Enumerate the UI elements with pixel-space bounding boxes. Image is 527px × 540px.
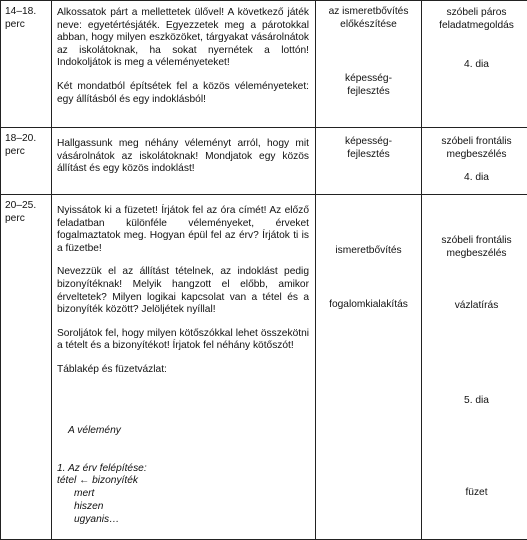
goal-text: ismeretbővítés (316, 245, 421, 258)
activity-cell (52, 1, 316, 128)
method-cell (422, 128, 527, 195)
time-label: 18–20. perc (1, 128, 51, 158)
activity-paragraph: Alkossatok párt a mellettetek ülővel! A következő játék neve: egyetértésjáték. Egyezzetek meg a párotokkal abban, hogy milyen eszközöket, tárgyakat vásárolnátok az iskolátoknak, ha sokat nyernétek a lottón! Indokoljátok is meg a véleményeteket! (57, 7, 309, 70)
time-label: 20–25. perc (1, 195, 51, 225)
connective-word: mert (74, 488, 94, 501)
goal-text: fogalomkialakítás (316, 299, 421, 312)
method-cell (422, 1, 527, 128)
method-text: füzet (422, 487, 527, 500)
activity-cell (52, 128, 316, 195)
goal-text: képesség-fejlesztés (330, 136, 407, 161)
table-row (1, 195, 527, 540)
activity-paragraph: Hallgassunk meg néhány véleményt arról, hogy mit vásárolnátok az iskolátoknak! Mondjatok egy közös állítást és egy közös indoklást! (57, 138, 309, 176)
method-cell (422, 195, 527, 540)
slide-reference: 4. dia (422, 59, 527, 72)
connective-word: hiszen (74, 501, 103, 514)
notes-heading: A vélemény (68, 425, 121, 438)
goal-cell (316, 195, 422, 540)
activity-cell (52, 195, 316, 540)
notes-formula: tétel ← bizonyíték (57, 475, 138, 488)
goal-text: az ismeretbővítés előkészítése (320, 6, 417, 31)
slide-reference: 5. dia (422, 395, 527, 408)
time-label: 14–18. perc (1, 1, 51, 31)
method-text: szóbeli páros feladatmegoldás (428, 7, 525, 32)
notes-subheading: 1. Az érv felépítése: (57, 463, 147, 476)
time-cell (1, 1, 52, 128)
connective-word: ugyanis… (74, 514, 119, 527)
goal-cell (316, 1, 422, 128)
table-row (1, 128, 527, 195)
activity-paragraph: Soroljátok fel, hogy milyen kötőszókkal lehet összekötni a tételt és a bizonyítékot! Írjatok fel néhány kötőszót! (57, 328, 309, 353)
activity-paragraph: Nevezzük el az állítást tételnek, az indoklást pedig bizonyítéknak! Melyik hangzott el előbb, amikor érveltetek? Milyen logikai kapcsolat van a tétel és a bizonyíték között? Jelöljétek nyíllal! (57, 266, 309, 316)
method-text: szóbeli frontális megbeszélés (440, 235, 513, 260)
activity-paragraph: Nyissátok ki a füzetet! Írjátok fel az óra címét! Az előző feladatban különféle véleményeket, érveket fogalmaztatok meg. Hogyan épül fel az érv? Írjátok ti is a füzetbe! (57, 205, 309, 255)
goal-text: képesség-fejlesztés (330, 73, 407, 98)
slide-reference: 4. dia (422, 172, 527, 185)
table-row (1, 1, 527, 128)
goal-cell (316, 128, 422, 195)
time-cell (1, 128, 52, 195)
activity-paragraph: Táblakép és füzetvázlat: (57, 364, 309, 377)
activity-paragraph: Két mondatból építsétek fel a közös véleményeteket: egy állításból és egy indoklásból! (57, 81, 309, 106)
method-text: vázlatírás (422, 300, 527, 313)
time-cell (1, 195, 52, 540)
method-text: szóbeli frontális megbeszélés (428, 136, 525, 161)
